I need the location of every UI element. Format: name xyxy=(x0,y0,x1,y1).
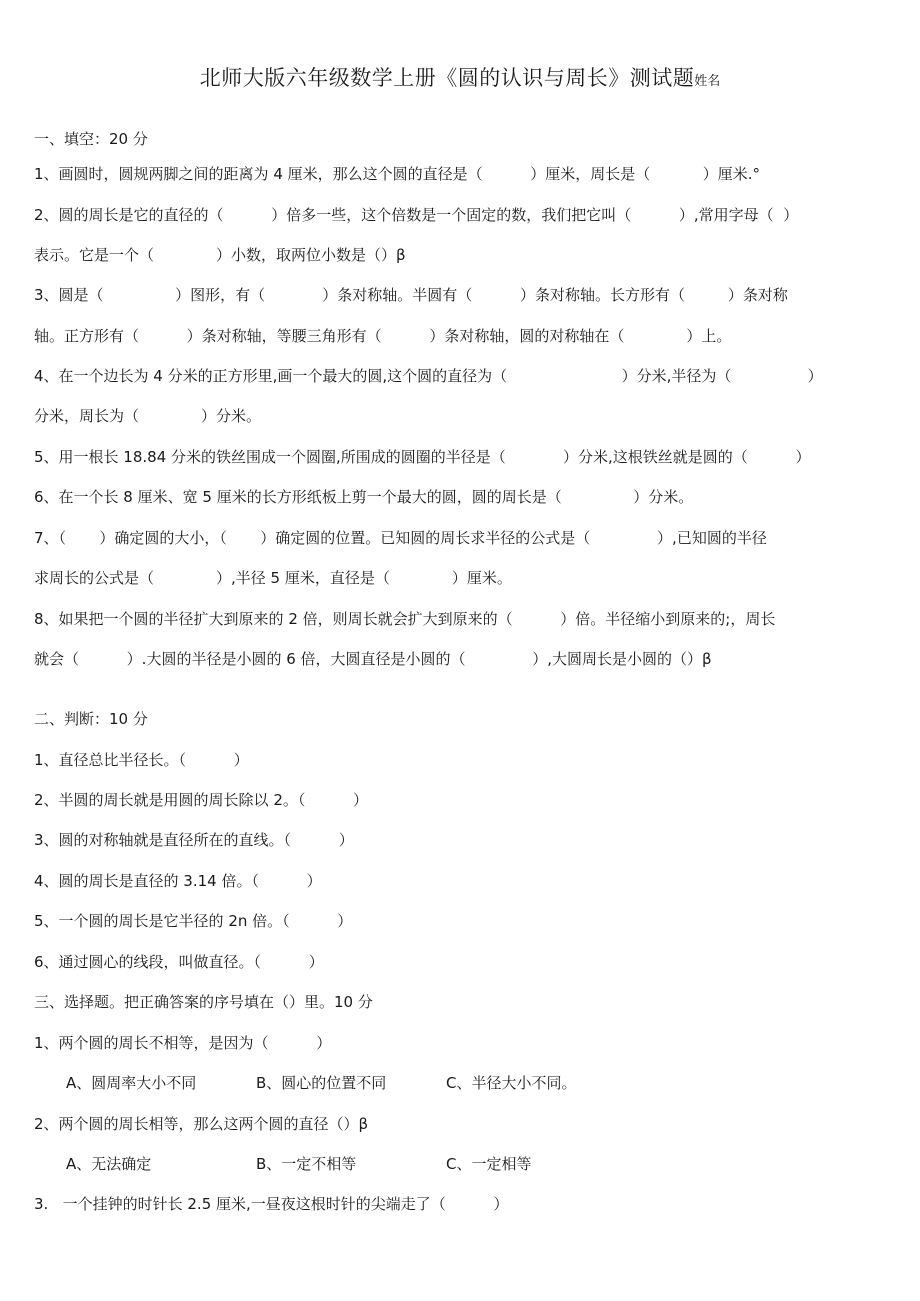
question-line: 5、用一根长 18.84 分米的铁丝围成一个圆圈,所围成的圆圈的半径是（ ）分米,这根铁丝就是圆的（ ） xyxy=(34,448,811,466)
choice-option: C、半径大小不同。 xyxy=(446,1074,577,1092)
question-line: 8、如果把一个圆的半径扩大到原来的 2 倍，则周长就会扩大到原来的（ ）倍。半径缩小到原来的;，周长 xyxy=(34,610,776,628)
question-line: 轴。正方形有（ ）条对称轴，等腰三角形有（ ）条对称轴，圆的对称轴在（ ）上。 xyxy=(34,327,732,345)
question-line: 3. 一个挂钟的时针长 2.5 厘米,一昼夜这根时针的尖端走了（ ） xyxy=(34,1195,509,1213)
question-line: 1、两个圆的周长不相等，是因为（ ） xyxy=(34,1034,332,1052)
choice-option: B、一定不相等 xyxy=(256,1155,357,1173)
question-line: 6、通过圆心的线段，叫做直径。（ ） xyxy=(34,953,324,971)
question-line: 4、圆的周长是直径的 3.14 倍。（ ） xyxy=(34,872,322,890)
question-line: 2、两个圆的周长相等，那么这两个圆的直径（）β xyxy=(34,1115,369,1133)
question-line: 1、画圆时，圆规两脚之间的距离为 4 厘米，那么这个圆的直径是（ ）厘米，周长是（ ）厘米.° xyxy=(34,165,761,183)
section-heading-fill-blank: 一、填空：20 分 xyxy=(34,130,148,148)
question-line: 2、半圆的周长就是用圆的周长除以 2。（ ） xyxy=(34,791,369,809)
title-name-label: 姓名 xyxy=(694,74,721,89)
question-line: 就会（ ）.大圆的半径是小圆的 6 倍，大圆直径是小圆的（ ）,大圆周长是小圆的（）β xyxy=(34,650,712,668)
question-line: 3、圆的对称轴就是直径所在的直线。（ ） xyxy=(34,831,354,849)
choice-option: B、圆心的位置不同 xyxy=(256,1074,387,1092)
choice-option: C、一定相等 xyxy=(446,1155,532,1173)
question-line: 6、在一个长 8 厘米、宽 5 厘米的长方形纸板上剪一个最大的圆，圆的周长是（ ）分米。 xyxy=(34,488,694,506)
question-line: 求周长的公式是（ ）,半径 5 厘米，直径是（ ）厘米。 xyxy=(34,569,512,587)
section-heading-multiple-choice: 三、选择题。把正确答案的序号填在（）里。10 分 xyxy=(34,993,373,1011)
question-line: 2、圆的周长是它的直径的（ ）倍多一些，这个倍数是一个固定的数，我们把它叫（ ）,常用字母（ ） xyxy=(34,206,799,224)
question-line: 7、（ ）确定圆的大小，（ ）确定圆的位置。已知圆的周长求半径的公式是（ ）,已知圆的半径 xyxy=(34,529,767,547)
question-line: 分米，周长为（ ）分米。 xyxy=(34,407,261,425)
choice-option: A、无法确定 xyxy=(66,1155,152,1173)
question-line: 1、直径总比半径长。（ ） xyxy=(34,751,249,769)
choice-option: A、圆周率大小不同 xyxy=(66,1074,197,1092)
title-main: 北师大版六年级数学上册《圆的认识与周长》测试题 xyxy=(199,66,695,90)
section-heading-true-false: 二、判断：10 分 xyxy=(34,710,148,728)
page-title xyxy=(0,62,920,92)
question-line: 3、圆是（ ）图形，有（ ）条对称轴。半圆有（ ）条对称轴。长方形有（ ）条对称 xyxy=(34,286,788,304)
question-line: 表示。它是一个（ ）小数，取两位小数是（）β xyxy=(34,246,406,264)
question-line: 5、一个圆的周长是它半径的 2n 倍。（ ） xyxy=(34,912,353,930)
question-line: 4、在一个边长为 4 分米的正方形里,画一个最大的圆,这个圆的直径为（ ）分米,半径为（ ） xyxy=(34,367,823,385)
